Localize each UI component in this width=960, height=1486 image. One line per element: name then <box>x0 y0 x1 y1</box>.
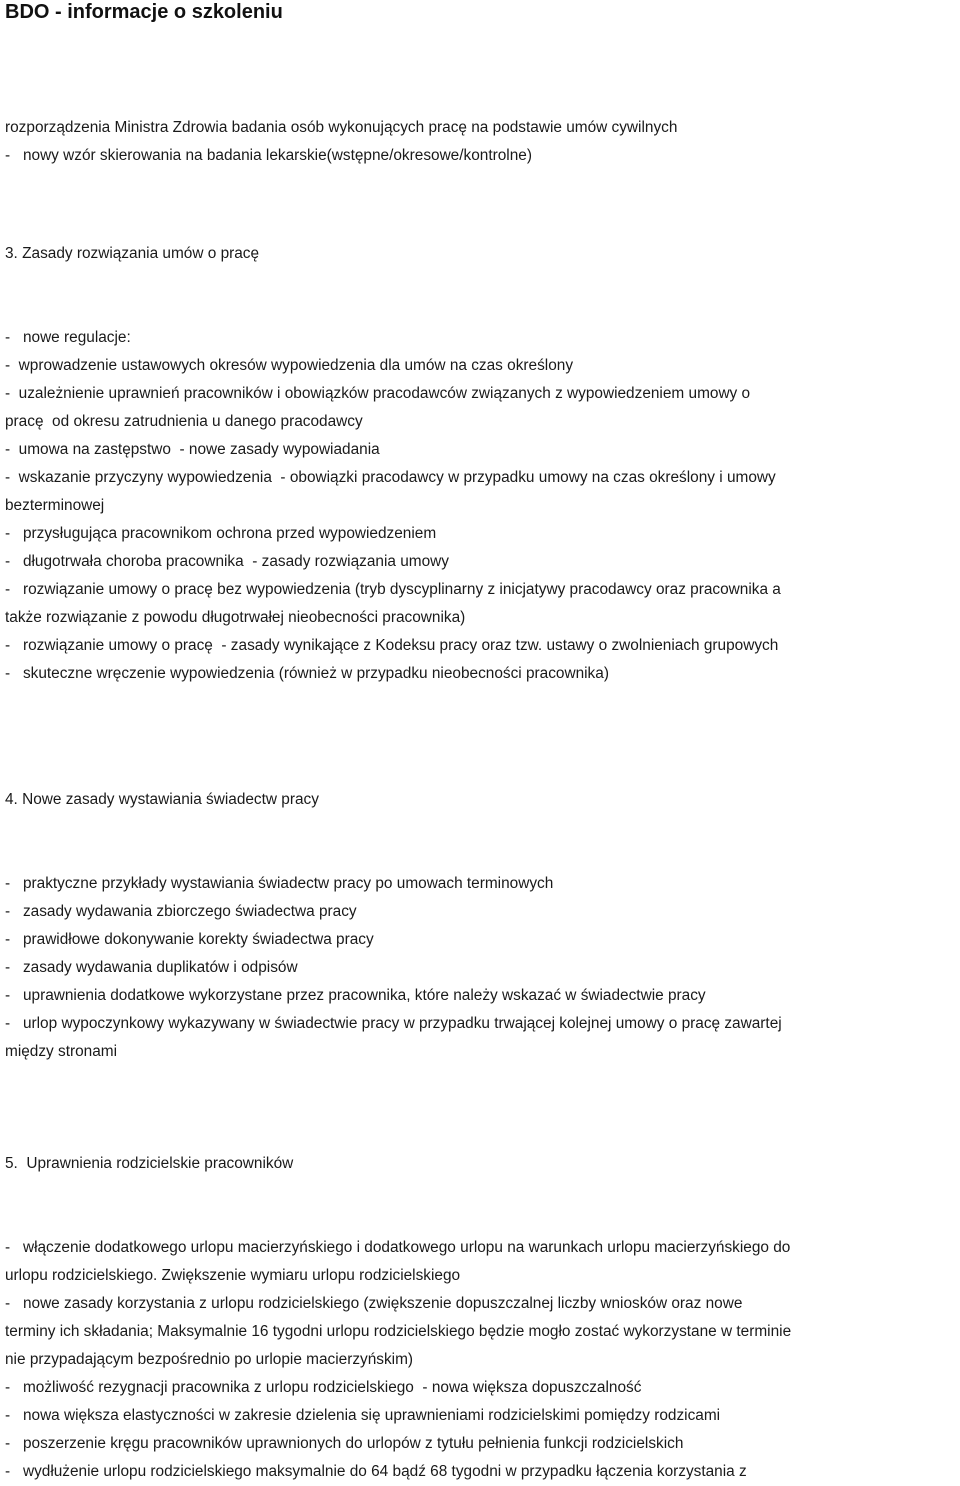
page-title: BDO - informacje o szkoleniu <box>5 1 283 23</box>
spacer <box>5 814 953 870</box>
list-item-continuation: także rozwiązanie z powodu długotrwałej nieobecności pracownika) <box>5 609 466 626</box>
spacer <box>5 1178 953 1234</box>
list-item: - wydłużenie urlopu rodzicielskiego maksymalnie do 64 bądź 68 tygodni w przypadku łączenia korzystania z <box>5 1463 747 1480</box>
list-item-continuation: bezterminowej <box>5 497 105 514</box>
spacer <box>5 688 953 786</box>
list-item-continuation: terminy ich składania; Maksymalnie 16 tygodni urlopu rodzicielskiego będzie mogło zostać wykorzystane w terminie <box>5 1323 792 1340</box>
list-item: - prawidłowe dokonywanie korekty świadectwa pracy <box>5 931 374 948</box>
list-item: - poszerzenie kręgu pracowników uprawnionych do urlopów z tytułu pełnienia funkcji rodzicielskich <box>5 1435 684 1452</box>
list-item: - zasady wydawania duplikatów i odpisów <box>5 959 298 976</box>
list-item-continuation: nie przypadającym bezpośrednio po urlopie macierzyńskim) <box>5 1351 414 1368</box>
list-item: - rozwiązanie umowy o pracę bez wypowiedzenia (tryb dyscyplinarny z inicjatywy pracodawcy oraz pracownika a <box>5 581 781 598</box>
list-item: - możliwość rezygnacji pracownika z urlopu rodzicielskiego - nowa większa dopuszczalność <box>5 1379 642 1396</box>
list-item: - urlop wypoczynkowy wykazywany w świadectwie pracy w przypadku trwającej kolejnej umowy o pracę zawartej <box>5 1015 782 1032</box>
list-item-continuation: między stronami <box>5 1043 118 1060</box>
list-item: - skuteczne wręczenie wypowiedzenia (również w przypadku nieobecności pracownika) <box>5 665 609 682</box>
list-item: - wprowadzenie ustawowych okresów wypowiedzenia dla umów na czas określony <box>5 357 574 374</box>
section-5-heading: 5. Uprawnienia rodzicielskie pracowników <box>5 1155 294 1172</box>
list-item: - długotrwała choroba pracownika - zasady rozwiązania umowy <box>5 553 449 570</box>
spacer <box>5 1066 953 1150</box>
list-item: - nowe zasady korzystania z urlopu rodzicielskiego (zwiększenie dopuszczalnej liczby wniosków oraz nowe <box>5 1295 743 1312</box>
list-item: - nowe regulacje: <box>5 329 131 346</box>
section-4-heading: 4. Nowe zasady wystawiania świadectw pracy <box>5 791 319 808</box>
list-item: - zasady wydawania zbiorczego świadectwa pracy <box>5 903 357 920</box>
list-item: - wskazanie przyczyny wypowiedzenia - obowiązki pracodawcy w przypadku umowy na czas określony i umowy <box>5 469 776 486</box>
list-item: - uprawnienia dodatkowe wykorzystane przez pracownika, które należy wskazać w świadectwie pracy <box>5 987 706 1004</box>
list-item: - nowa większa elastyczności w zakresie dzielenia się uprawnieniami rodzicielskimi pomiędzy rodzicami <box>5 1407 721 1424</box>
document-body <box>5 114 953 1486</box>
list-item-continuation: pracę od okresu zatrudnienia u danego pracodawcy <box>5 413 367 430</box>
intro-line: - nowy wzór skierowania na badania lekarskie(wstępne/okresowe/kontrolne) <box>5 147 532 164</box>
intro-line: rozporządzenia Ministra Zdrowia badania osób wykonujących pracę na podstawie umów cywilnych <box>5 119 678 136</box>
list-item: - przysługująca pracownikom ochrona przed wypowiedzeniem <box>5 525 437 542</box>
list-item: - praktyczne przykłady wystawiania świadectw pracy po umowach terminowych <box>5 875 554 892</box>
list-item-continuation: urlopu rodzicielskiego. Zwiększenie wymiaru urlopu rodzicielskiego <box>5 1267 461 1284</box>
spacer <box>5 268 953 324</box>
list-item: - umowa na zastępstwo - nowe zasady wypowiadania <box>5 441 380 458</box>
list-item: - włączenie dodatkowego urlopu macierzyńskiego i dodatkowego urlopu na warunkach urlopu macierzyńskiego do <box>5 1239 791 1256</box>
list-item: - rozwiązanie umowy o pracę - zasady wynikające z Kodeksu pracy oraz tzw. ustawy o zwolnieniach grupowych <box>5 637 779 654</box>
section-3-heading: 3. Zasady rozwiązania umów o pracę <box>5 245 260 262</box>
list-item: - uzależnienie uprawnień pracowników i obowiązków pracodawców związanych z wypowiedzeniem umowy o <box>5 385 751 402</box>
